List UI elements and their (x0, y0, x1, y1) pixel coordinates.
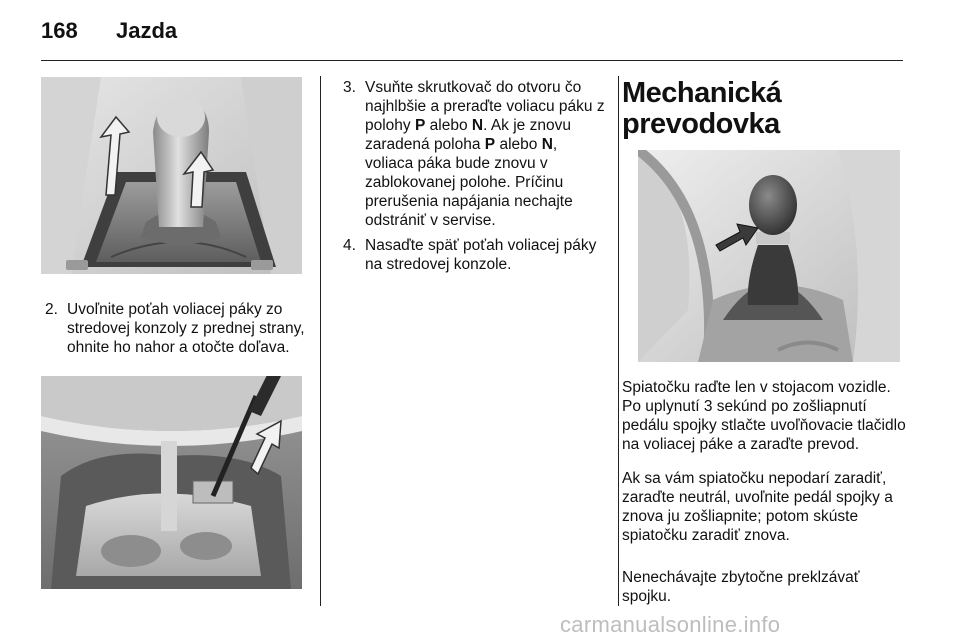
manual-gearshift-illustration (638, 150, 900, 362)
position-n: N (471, 117, 484, 134)
section-name: Jazda (116, 18, 178, 43)
column-divider-left (320, 76, 321, 606)
selector-lever-illustration (41, 77, 302, 274)
paragraph-clutch-slip: Nenechávajte zbytočne preklzávať spojku. (622, 569, 860, 605)
page-number: 168 (41, 18, 78, 43)
section-title: Mechanická prevodovka (622, 77, 782, 140)
step-list-middle (343, 78, 605, 280)
step-4 (343, 236, 605, 274)
step-2 (45, 300, 307, 357)
watermark: carmanualsonline.info (560, 612, 781, 637)
step-text: Nasaďte späť poťah voliacej páky na stredovej konzole. (365, 237, 597, 273)
position-p: P (414, 117, 426, 134)
screwdriver-illustration (41, 376, 302, 589)
step-text: Vsuňte skrutkovač do otvoru čo najhlbšie a preraďte voliacu páku z polohy P alebo N. Ak je znovu zaradená poloha P alebo N, voliaca páka bude znovu v zablokovanej polohe. Príčinu prerušenia napájania nechajte odstrániť v servise. (365, 79, 605, 229)
paragraph-reverse-gear: Spiatočku raďte len v stojacom vozidle. Po uplynutí 3 sekúnd po zošliapnutí pedálu spojky stlačte uvoľňovacie tlačidlo na voliacej páke a zaraďte prevod. (622, 379, 906, 453)
position-n: N (541, 136, 553, 153)
column-divider-right (618, 76, 619, 606)
step-text: Uvoľnite poťah voliacej páky zo stredovej konzoly z prednej strany, ohnite ho nahor a otočte doľava. (67, 301, 305, 356)
position-p: P (484, 136, 496, 153)
paragraph-reverse-retry: Ak sa vám spiatočku nepodarí zaradiť, zaraďte neutrál, uvoľnite pedál spojky a znova ju zošliapnite; potom skúste spiatočku zaradiť znova. (622, 470, 893, 544)
step-number: 2. (45, 301, 58, 318)
step-3 (343, 78, 605, 230)
header-rule (41, 60, 903, 61)
step-number: 3. (343, 79, 356, 96)
step-number: 4. (343, 237, 356, 254)
step-list-left (45, 300, 307, 363)
